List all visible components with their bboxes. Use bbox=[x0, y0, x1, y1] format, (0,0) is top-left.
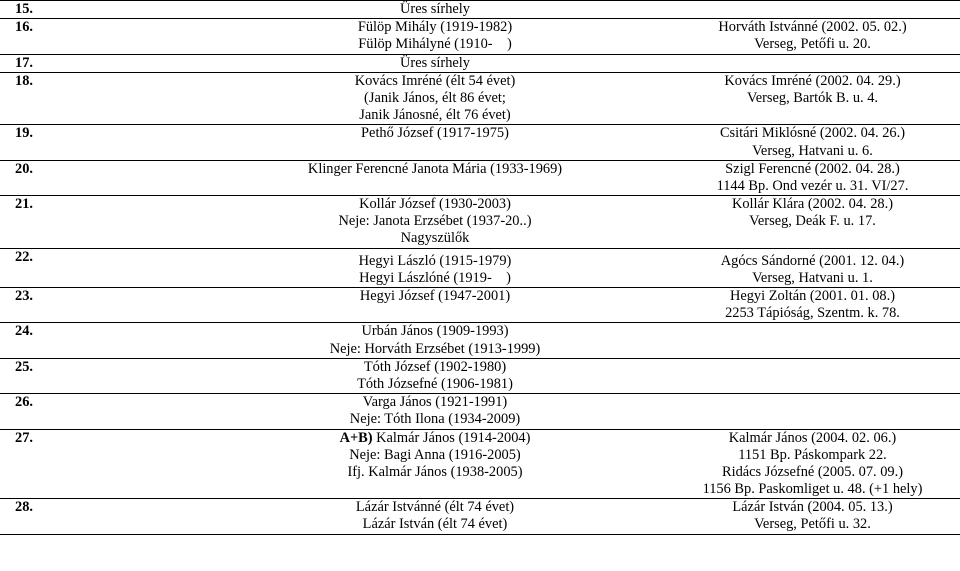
row-number: 28. bbox=[0, 499, 205, 534]
buried-names: A+B) Kalmár János (1914-2004) Neje: Bagi Anna (1916-2005) Ifj. Kalmár János (1938-2005) bbox=[205, 429, 665, 499]
row-number: 25. bbox=[0, 358, 205, 393]
buried-names: Klinger Ferencné Janota Mária (1933-1969) bbox=[205, 160, 665, 195]
row-number: 22. bbox=[0, 248, 205, 287]
table-row bbox=[0, 160, 960, 195]
buried-names: Kovács Imréné (élt 54 évet) (Janik János, élt 86 évet; Janik Jánosné, élt 76 évet) bbox=[205, 72, 665, 125]
buried-names: Urbán János (1909-1993) Neje: Horváth Erzsébet (1913-1999) bbox=[205, 323, 665, 358]
buried-names: Üres sírhely bbox=[205, 54, 665, 72]
plot-label: A+B) bbox=[339, 429, 373, 446]
row-number: 15. bbox=[0, 1, 205, 19]
buried-names: Lázár Istvánné (élt 74 évet) Lázár István (élt 74 évet) bbox=[205, 499, 665, 534]
buried-names: Fülöp Mihály (1919-1982) Fülöp Mihályné (1910- ) bbox=[205, 19, 665, 54]
caretaker-contact: Kollár Klára (2002. 04. 28.) Verseg, Deák F. u. 17. bbox=[665, 196, 960, 249]
buried-names: Hegyi József (1947-2001) bbox=[205, 288, 665, 323]
buried-names: Pethő József (1917-1975) bbox=[205, 125, 665, 160]
table-row bbox=[0, 429, 960, 499]
caretaker-contact: Kalmár János (2004. 02. 06.) 1151 Bp. Páskompark 22. Ridács Józsefné (2005. 07. 09.) 1156 Bp. Paskomliget u. 48. (+1 hely) bbox=[665, 429, 960, 499]
table-row bbox=[0, 196, 960, 249]
row-number: 23. bbox=[0, 288, 205, 323]
row-number: 21. bbox=[0, 196, 205, 249]
row-number: 19. bbox=[0, 125, 205, 160]
table-row bbox=[0, 1, 960, 19]
buried-names: Hegyi László (1915-1979) Hegyi Lászlóné (1919- ) bbox=[205, 248, 665, 287]
caretaker-contact bbox=[665, 323, 960, 358]
table-row bbox=[0, 248, 960, 287]
caretaker-contact bbox=[665, 1, 960, 19]
table-row bbox=[0, 499, 960, 534]
row-number: 27. bbox=[0, 429, 205, 499]
buried-names: Üres sírhely bbox=[205, 1, 665, 19]
buried-names: Kollár József (1930-2003) Neje: Janota Erzsébet (1937-20..) Nagyszülők bbox=[205, 196, 665, 249]
caretaker-contact: Horváth Istvánné (2002. 05. 02.) Verseg, Petőfi u. 20. bbox=[665, 19, 960, 54]
caretaker-contact: Kovács Imréné (2002. 04. 29.) Verseg, Bartók B. u. 4. bbox=[665, 72, 960, 125]
row-number: 26. bbox=[0, 394, 205, 429]
caretaker-contact: Lázár István (2004. 05. 13.) Verseg, Petőfi u. 32. bbox=[665, 499, 960, 534]
table-row bbox=[0, 323, 960, 358]
caretaker-contact: Agócs Sándorné (2001. 12. 04.) Verseg, Hatvani u. 1. bbox=[665, 248, 960, 287]
buried-names: Varga János (1921-1991) Neje: Tóth Ilona (1934-2009) bbox=[205, 394, 665, 429]
row-number: 16. bbox=[0, 19, 205, 54]
caretaker-contact bbox=[665, 54, 960, 72]
row-number: 20. bbox=[0, 160, 205, 195]
buried-names: Tóth József (1902-1980) Tóth Józsefné (1906-1981) bbox=[205, 358, 665, 393]
caretaker-contact: Hegyi Zoltán (2001. 01. 08.) 2253 Tápióság, Szentm. k. 78. bbox=[665, 288, 960, 323]
caretaker-contact bbox=[665, 358, 960, 393]
caretaker-contact bbox=[665, 394, 960, 429]
table-row bbox=[0, 54, 960, 72]
table-row bbox=[0, 72, 960, 125]
table-row bbox=[0, 394, 960, 429]
row-number: 24. bbox=[0, 323, 205, 358]
caretaker-contact: Csitári Miklósné (2002. 04. 26.) Verseg, Hatvani u. 6. bbox=[665, 125, 960, 160]
row-number: 18. bbox=[0, 72, 205, 125]
table-row bbox=[0, 288, 960, 323]
table-row bbox=[0, 19, 960, 54]
table-row bbox=[0, 125, 960, 160]
table-row bbox=[0, 358, 960, 393]
caretaker-contact: Szigl Ferencné (2002. 04. 28.) 1144 Bp. Ond vezér u. 31. VI/27. bbox=[665, 160, 960, 195]
row-number: 17. bbox=[0, 54, 205, 72]
